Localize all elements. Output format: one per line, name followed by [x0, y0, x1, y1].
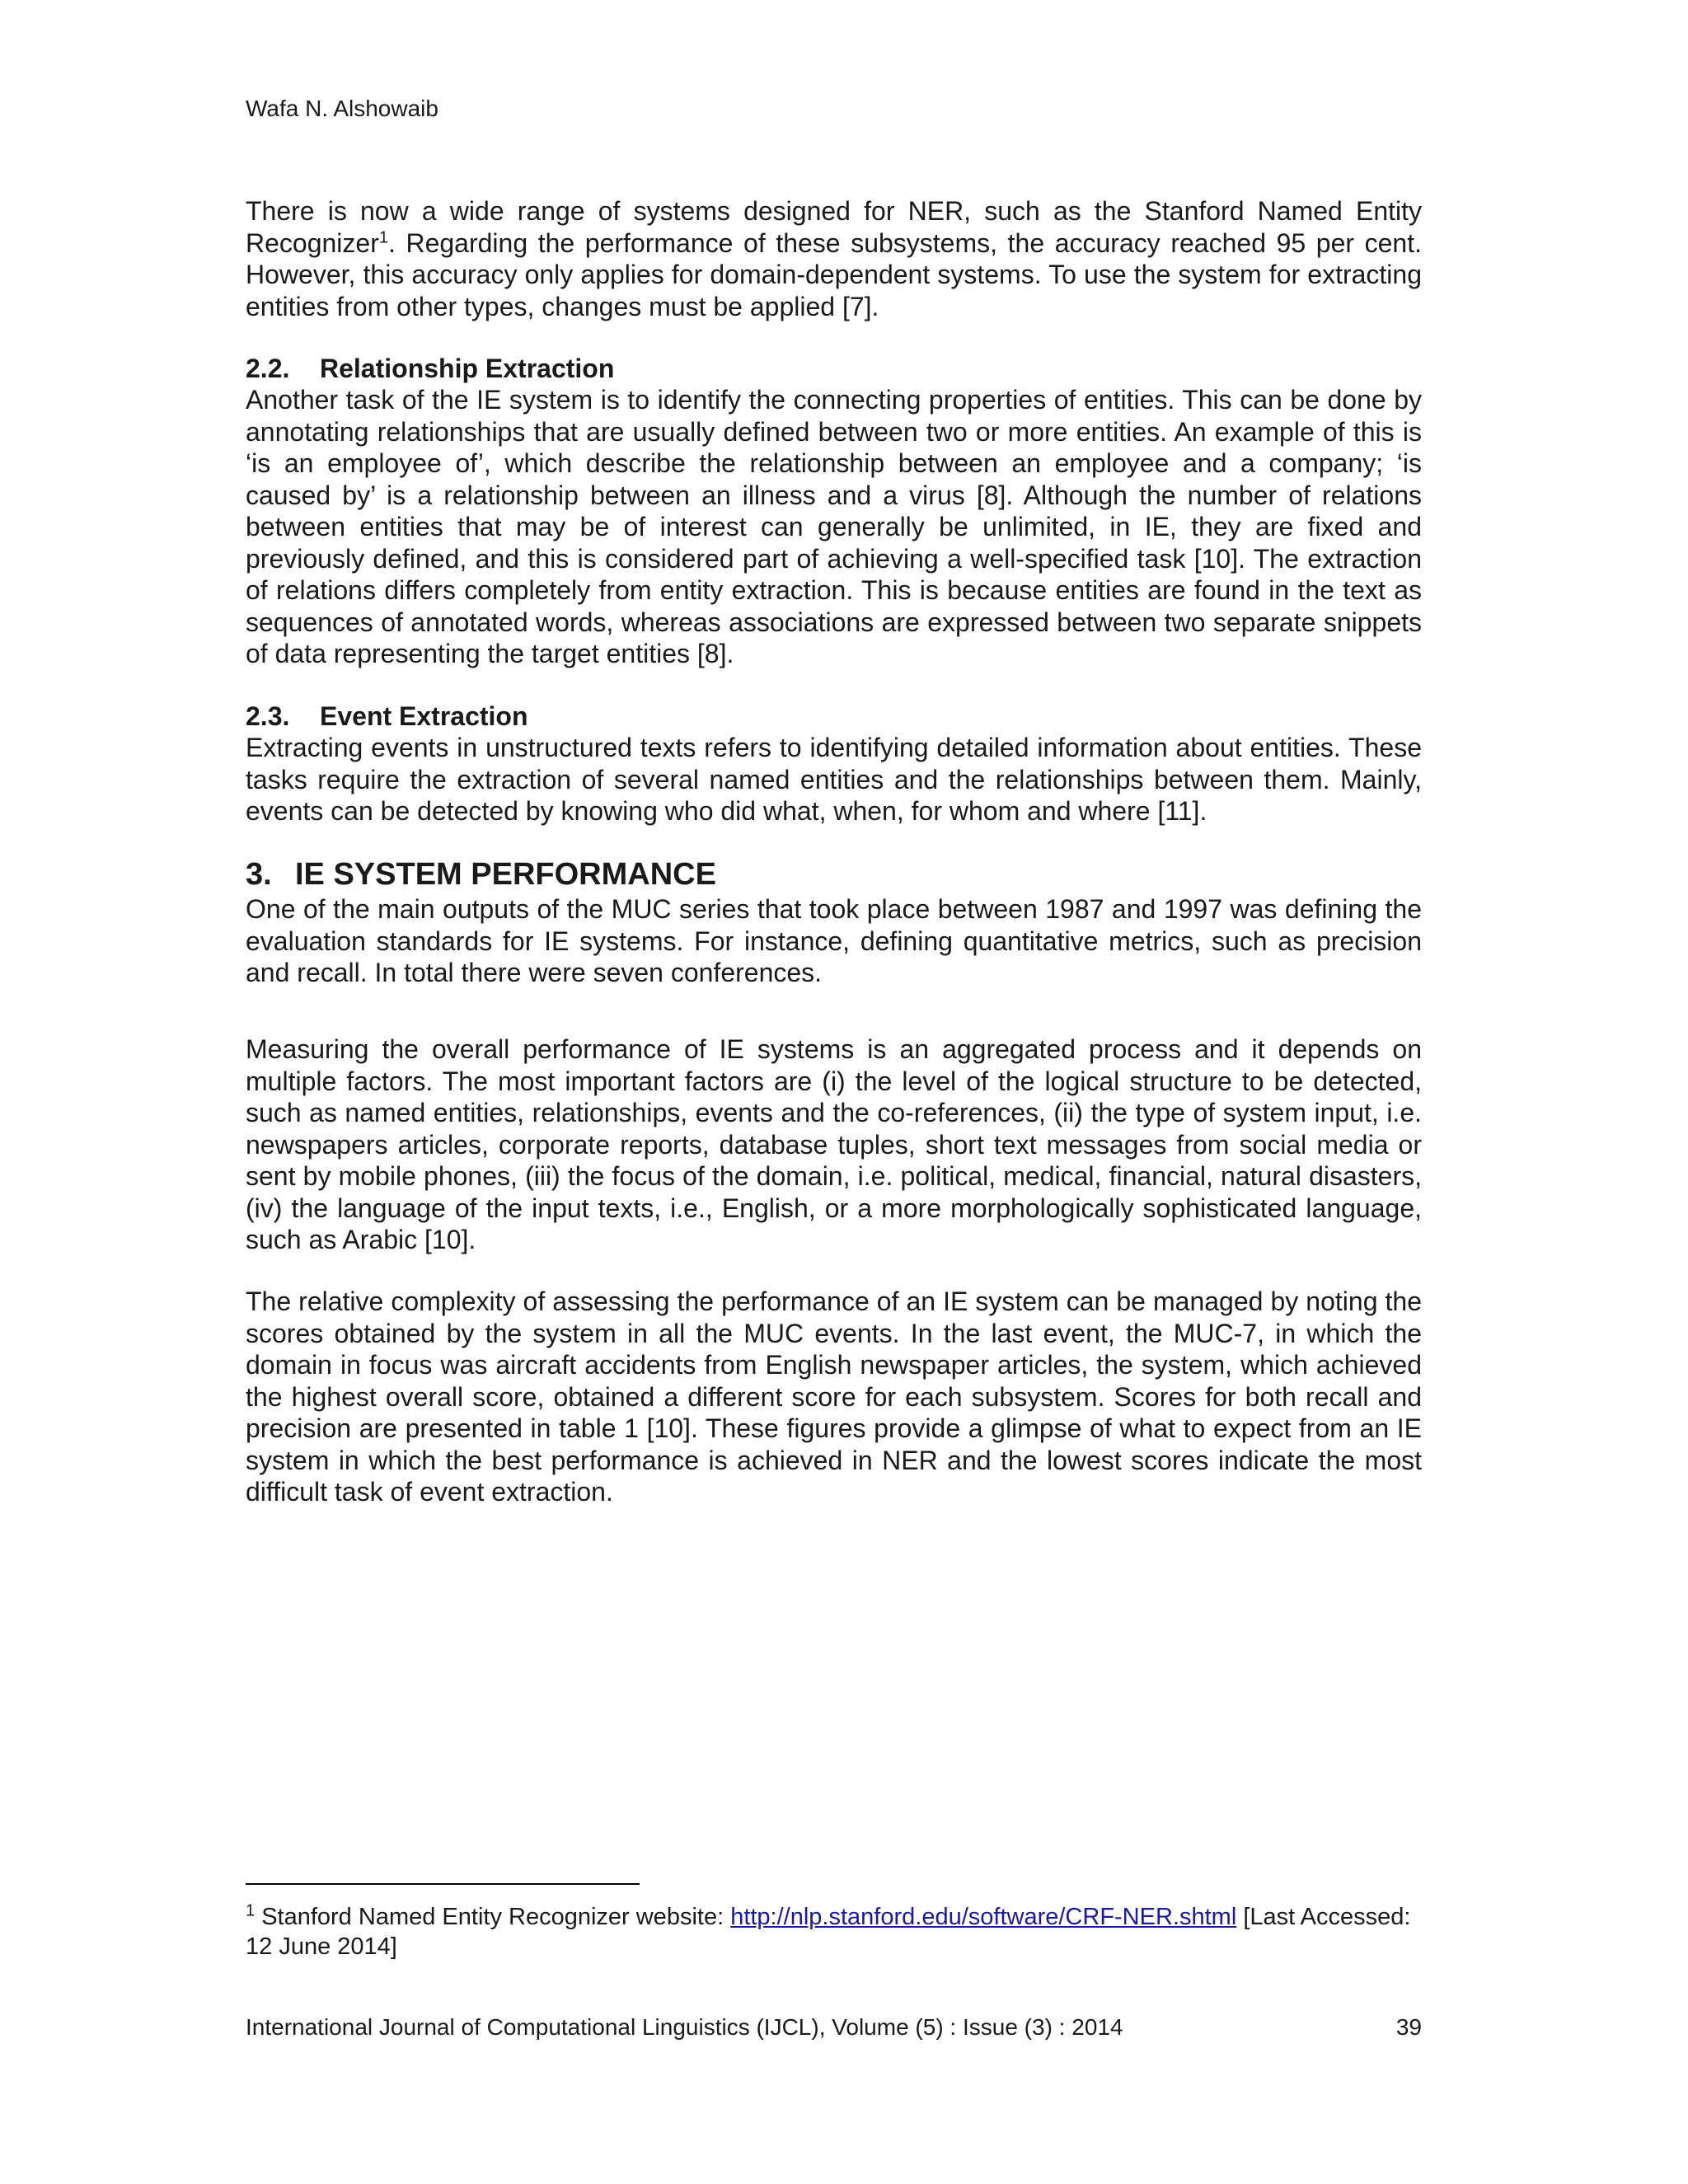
running-head-author: Wafa N. Alshowaib: [246, 96, 438, 121]
section-3-number: 3.: [246, 857, 272, 892]
section-2-2-title: Relationship Extraction: [320, 354, 615, 383]
footnote-1: [246, 1902, 1422, 1961]
section-2-3-title: Event Extraction: [320, 701, 528, 731]
section-3-heading: [246, 856, 716, 893]
footnote-separator: [246, 1883, 640, 1885]
footnote-marker: 1: [246, 1901, 256, 1920]
section-3-paragraph-3: The relative complexity of assessing the performance of an IE system can be managed by noting the scores obtained by the system in all the MUC events. In the last event, the MUC-7, in which the domain in focus was aircraft accidents from English newspaper articles, the system, which achieved the highest overall score, obtained a different score for each subsystem. Scores for both recall and precision are presented in table 1 [10]. These figures provide a glimpse of what to expect from an IE system in which the best performance is achieved in NER and the lowest scores indicate the most difficult task of event extraction.: [246, 1286, 1422, 1507]
footnote-text-end: [Last Accessed: 12 June 2014]: [246, 1904, 1411, 1960]
section-2-3-heading: [246, 701, 528, 732]
footnote-ref-1[interactable]: 1: [378, 227, 388, 246]
page-footer: [246, 2013, 1422, 2042]
section-2-3-number: 2.3.: [246, 701, 290, 731]
section-3-paragraph-1: One of the main outputs of the MUC series that took place between 1987 and 1997 was defining the evaluation standards for IE systems. For instance, defining quantitative metrics, such as precision and recall. In total there were seven conferences.: [246, 894, 1422, 987]
section-2-3-paragraph: Extracting events in unstructured texts refers to identifying detailed information about entities. These tasks require the extraction of several named entities and the relationships between them. Mainly, events can be detected by knowing who did what, when, for whom and where [11].: [246, 733, 1422, 826]
intro-paragraph: [246, 195, 1422, 322]
section-3-paragraph-2: Measuring the overall performance of IE systems is an aggregated process and it depends on multiple factors. The most important factors are (i) the level of the logical structure to be detected, such as named entities, relationships, events and the co-references, (ii) the type of system input, i.e. newspapers articles, corporate reports, database tuples, short text messages from social media or sent by mobile phones, (iii) the focus of the domain, i.e. political, medical, financial, natural disasters, (iv) the language of the input texts, i.e., English, or a more morphologically sophisticated language, such as Arabic [10].: [246, 1034, 1422, 1254]
section-2-2-paragraph: Another task of the IE system is to identify the connecting properties of entities. This can be done by annotating relationships that are usually defined between two or more entities. An example of this is ‘is an employee of’, which describe the relationship between an employee and a company; ‘is caused by’ is a relationship between an illness and a virus [8]. Although the number of relations between entities that may be of interest can generally be unlimited, in IE, they are fixed and previously defined, and this is considered part of achieving a well-specified task [10]. The extraction of relations differs completely from entity extraction. This is because entities are found in the text as sequences of annotated words, whereas associations are expressed between two separate snippets of data representing the target entities [8].: [246, 385, 1422, 668]
footnote-text-start: Stanford Named Entity Recognizer website:: [261, 1904, 731, 1930]
footnote-link[interactable]: http://nlp.stanford.edu/software/CRF-NER.shtml: [730, 1904, 1237, 1930]
section-2-2-heading: [246, 353, 614, 384]
section-3-title: IE SYSTEM PERFORMANCE: [295, 857, 716, 892]
footer-journal-info: International Journal of Computational Linguistics (IJCL), Volume (5) : Issue (3) : 2014: [246, 2014, 1123, 2040]
section-2-2-number: 2.2.: [246, 354, 290, 383]
intro-text-end: . Regarding the performance of these subsystems, the accuracy reached 95 per cent. However, this accuracy only applies for domain-dependent systems. To use the system for extracting entities from other types, changes must be applied [7].: [246, 227, 1422, 321]
intro-text-start: There is now a wide range of systems designed for NER, such as the Stanford Named Entity Recognizer: [246, 196, 1422, 258]
page-number: 39: [1395, 2014, 1422, 2040]
